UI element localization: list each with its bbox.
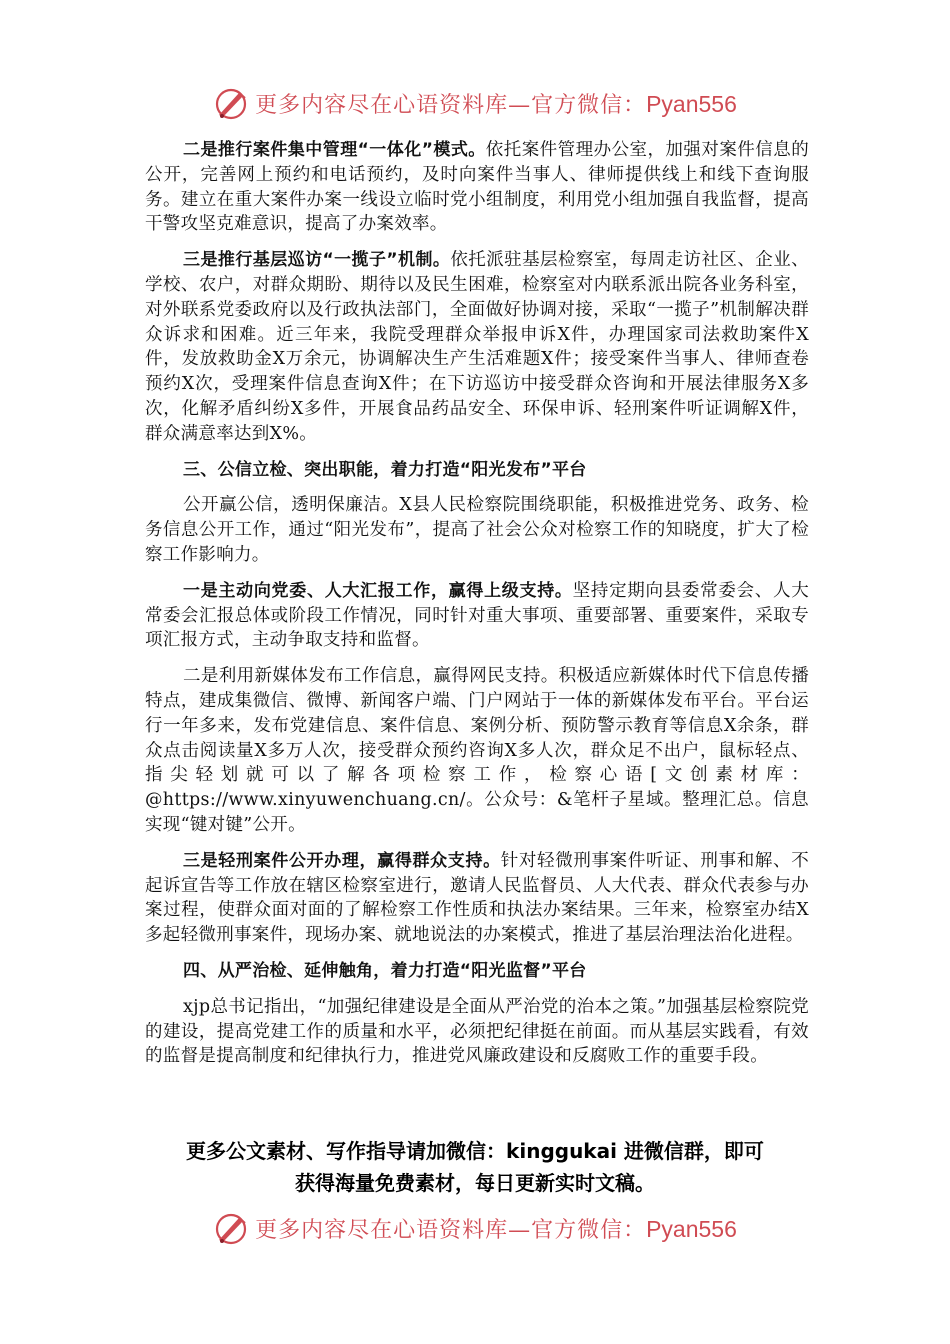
footer-watermark-banner [0,1205,950,1251]
paragraph-text: 二是利用新媒体发布工作信息，赢得网民支持。积极适应新媒体时代下信息传播特点，建成集微信、微博、新闻客户端、门户网站于一体的新媒体发布平台。平台运行一年多来，发布党建信息、案件信息、案例分析、预防警示教育等信息X余条，群众点击阅读量X多万人次，接受群众预约咨询X多人次，群众足不出户，鼠标轻点、指尖轻划就可以了解各项检察工作，检察心语[文创素材库：@https://www.xinyuwenchuang.cn/。公众号：&笔杆子星域。整理汇总。信息实现“键对键”公开。 [145,666,809,835]
header-watermark-banner [0,80,950,126]
paragraph-lead: 三是推行基层巡访“一揽子”机制。 [183,250,451,271]
paragraph-lead: 三是轻刑案件公开办理，赢得群众支持。 [183,850,501,871]
promo-line-1: 更多公文素材、写作指导请加微信：kinggukai 进微信群，即可 [186,1139,764,1163]
footer-banner-text: 更多内容尽在心语资料库—官方微信：Pyan556 [255,1215,737,1243]
paragraph [145,664,809,838]
pen-logo-icon [213,85,249,121]
promo-notice [0,1135,950,1199]
paragraph-text: xjp总书记指出，“加强纪律建设是全面从严治党的治本之策。”加强基层检察院党的建设，提高党建工作的质量和水平，必须把纪律挺在前面。而从基层实践看，有效的监督是提高制度和纪律执行力，推进党风廉政建设和反腐败工作的重要手段。 [145,996,809,1067]
paragraph [145,995,809,1069]
paragraph [145,248,809,446]
paragraph-text: 依托派驻基层检察室，每周走访社区、企业、学校、农户，对群众期盼、期待以及民生困难，检察室对内联系派出院各业务科室，对外联系党委政府以及行政执法部门，全面做好协调对接，采取“一揽子”机制解决群众诉求和困难。近三年来，我院受理群众举报申诉X件，办理国家司法救助案件X件，发放救助金X万余元，协调解决生产生活难题X件；接受案件当事人、律师查卷预约X次，受理案件信息查询X件；在下访巡访中接受群众咨询和开展法律服务X多次，化解矛盾纠纷X多件，开展食品药品安全、环保申诉、轻刑案件听证调解X件，群众满意率达到X%。 [145,250,809,444]
heading-text: 三、公信立检、突出职能，着力打造“阳光发布”平台 [183,459,587,480]
pen-logo-icon [213,1210,249,1246]
paragraph [145,493,809,567]
header-banner-text: 更多内容尽在心语资料库—官方微信：Pyan556 [255,90,737,118]
section-heading [145,458,809,483]
paragraph-text: 坚持定期向县委常委会、人大常委会汇报总体或阶段工作情况，同时针对重大事项、重要部署、重要案件，采取专项汇报方式，主动争取支持和监督。 [145,580,809,651]
paragraph-lead: 一是主动向党委、人大汇报工作，赢得上级支持。 [183,580,573,601]
paragraph [145,579,809,653]
section-heading [145,959,809,984]
paragraph-lead: 二是推行案件集中管理“一体化”模式。 [183,140,486,160]
paragraph-text: 针对轻微刑事案件听证、刑事和解、不起诉宣告等工作放在辖区检察室进行，邀请人民监督员、人大代表、群众代表参与办案过程，使群众面对面的了解检察工作性质和执法办案结果。三年来，检察室办结X多起轻微刑事案件，现场办案、就地说法的办案模式，推进了基层治理法治化进程。 [145,850,809,946]
promo-line-2: 获得海量免费素材，每日更新实时文稿。 [295,1171,655,1195]
document-body [145,138,809,1080]
heading-text: 四、从严治检、延伸触角，着力打造“阳光监督”平台 [183,960,587,981]
paragraph [145,138,809,237]
paragraph-text: 依托案件管理办公室，加强对案件信息的公开，完善网上预约和电话预约，及时向案件当事人、律师提供线上和线下查询服务。建立在重大案件办案一线设立临时党小组制度，利用党小组加强自我监督，提高干警攻坚克难意识，提高了办案效率。 [145,140,810,235]
paragraph-text: 公开赢公信，透明保廉洁。X县人民检察院围绕职能，积极推进党务、政务、检务信息公开工作，通过“阳光发布”，提高了社会公众对检察工作的知晓度，扩大了检察工作影响力。 [145,495,809,565]
paragraph [145,849,809,948]
